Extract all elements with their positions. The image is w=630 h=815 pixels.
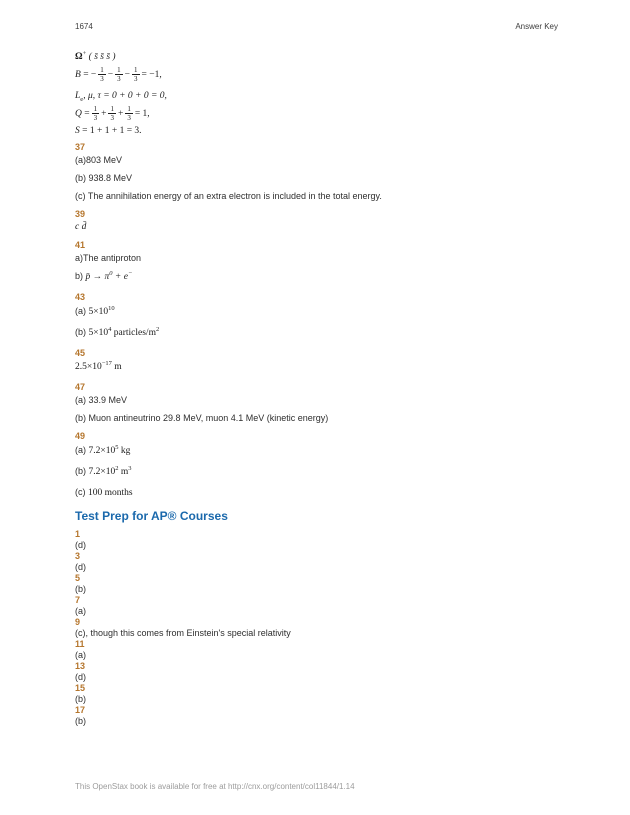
answer-choice: (b) [75, 716, 86, 726]
scientific-notation-value: $7.2\times 10^5$ kg [88, 443, 131, 456]
question-number: 41 [75, 240, 86, 250]
answer-choice: (d) [75, 540, 86, 550]
omega-particle-line [75, 49, 557, 62]
answer-item-41 [75, 240, 557, 283]
answer-choice: (a) [75, 606, 86, 616]
scientific-notation-value: $5\times 10^{10}$ [88, 304, 115, 317]
fraction: $\frac{1}{3}$ [127, 104, 131, 122]
answer-part-a: (a) $7.2\times 10^5$ kg [75, 443, 131, 456]
question-number: 1 [75, 529, 81, 539]
answer-item-39 [75, 209, 557, 233]
lepton-number-equation: $L_e$, μ, τ = 0 + 0 + 0 = 0, [75, 91, 167, 103]
answer-part-b: (b) Muon antineutrino 29.8 MeV, muon 4.1 MeV (kinetic energy) [75, 413, 329, 423]
answer-part-a: (a) $5\times 10^{10}$ [75, 304, 115, 317]
answer-item-49 [75, 431, 557, 499]
answer-part-b: (b) 938.8 MeV [75, 173, 133, 183]
ap-item-15 [75, 683, 557, 705]
question-number: 49 [75, 431, 86, 441]
fraction: $\frac{1}{3}$ [93, 104, 98, 122]
test-prep-heading: Test Prep for AP® Courses [75, 509, 228, 523]
answer-choice: (c), though this comes from Einstein's special relativity [75, 628, 291, 638]
answer-part-a: (a)803 MeV [75, 155, 123, 165]
answer-choice: (b) [75, 694, 86, 704]
ap-item-1 [75, 529, 557, 551]
decay-equation: p̄ → $\pi^0 + e^-$ [85, 269, 133, 282]
question-number: 43 [75, 292, 86, 302]
ap-item-7 [75, 595, 557, 617]
footer-attribution: This OpenStax book is available for free at http://cnx.org/content/col11844/1.14 [75, 782, 355, 791]
question-number: 17 [75, 705, 86, 715]
fraction: $\frac{1}{3}$ [110, 104, 114, 122]
page-number: 1674 [75, 22, 93, 31]
answer-item-45 [75, 348, 557, 373]
question-number: 11 [75, 639, 85, 649]
quark-content: ( s̄ s̄ s̄ ) [86, 52, 116, 62]
question-number: 13 [75, 661, 86, 671]
answer-choice: (d) [75, 562, 86, 572]
charge-variable: Q [75, 108, 82, 119]
fraction: $\frac{1}{3}$ [100, 65, 104, 83]
answer-part-c: (c) 100 months [75, 487, 133, 498]
answer-choice: (d) [75, 672, 86, 682]
question-number: 45 [75, 348, 86, 358]
ap-item-3 [75, 551, 557, 573]
omega-charge-superscript: + [82, 49, 87, 57]
question-number: 7 [75, 595, 81, 605]
answer-value: 100 months [88, 488, 133, 498]
page-content [75, 50, 557, 727]
ap-answer-list [75, 529, 557, 727]
running-head-title: Answer Key [515, 22, 558, 31]
answer-item-43 [75, 292, 557, 339]
question-number: 5 [75, 573, 81, 583]
answer-part-b: (b) $7.2\times 10^2$ $m^3$ [75, 464, 132, 477]
question-number: 9 [75, 617, 81, 627]
scientific-notation-value: $7.2\times 10^2$ $m^3$ [88, 464, 132, 477]
question-number: 37 [75, 142, 86, 152]
fraction: $\frac{1}{3}$ [134, 65, 138, 83]
answer-choice: (a) [75, 650, 86, 660]
answer-part-b: (b) $5\times 10^4$ particles/$m^2$ [75, 325, 160, 338]
ap-item-5 [75, 573, 557, 595]
fraction: $\frac{1}{3}$ [117, 65, 121, 83]
baryon-number-equation: B = − $\frac{1}{3}$ − $\frac{1}{3}$ − $\frac{1}{3}$ = −1, [75, 65, 162, 83]
answer-part-b: b) p̄ → $\pi^0 + e^-$ [75, 269, 133, 282]
answer-part-a: (a) 33.9 MeV [75, 395, 128, 405]
scientific-notation-value: $2.5\times 10^{-17}$ m [75, 359, 122, 372]
ap-item-17 [75, 705, 557, 727]
running-head [75, 22, 558, 31]
scientific-notation-value: $5\times 10^4$ particles/$m^2$ [88, 325, 160, 338]
lepton-variable: L [75, 91, 81, 101]
strangeness-variable: S [75, 126, 80, 136]
answer-part-a: a)The antiproton [75, 253, 142, 263]
question-number: 39 [75, 209, 86, 219]
answer-part-c: (c) The annihilation energy of an extra electron is included in the total energy. [75, 191, 382, 201]
answer-item-47 [75, 382, 557, 424]
answer-item-37 [75, 142, 557, 202]
omega-solution-block [75, 49, 557, 136]
baryon-variable: B [75, 69, 81, 80]
charge-equation: Q = $\frac{1}{3}$ + $\frac{1}{3}$ + $\frac{1}{3}$ = 1, [75, 104, 150, 122]
strangeness-equation: S = 1 + 1 + 1 = 3. [75, 126, 142, 136]
question-number: 15 [75, 683, 86, 693]
omega-symbol: Ω [75, 52, 83, 62]
question-number: 3 [75, 551, 81, 561]
question-number: 47 [75, 382, 86, 392]
ap-item-11 [75, 639, 557, 661]
ap-item-13 [75, 661, 557, 683]
answer-choice: (b) [75, 584, 86, 594]
ap-item-9 [75, 617, 557, 639]
quark-composition-answer: c d̄ [75, 222, 87, 232]
